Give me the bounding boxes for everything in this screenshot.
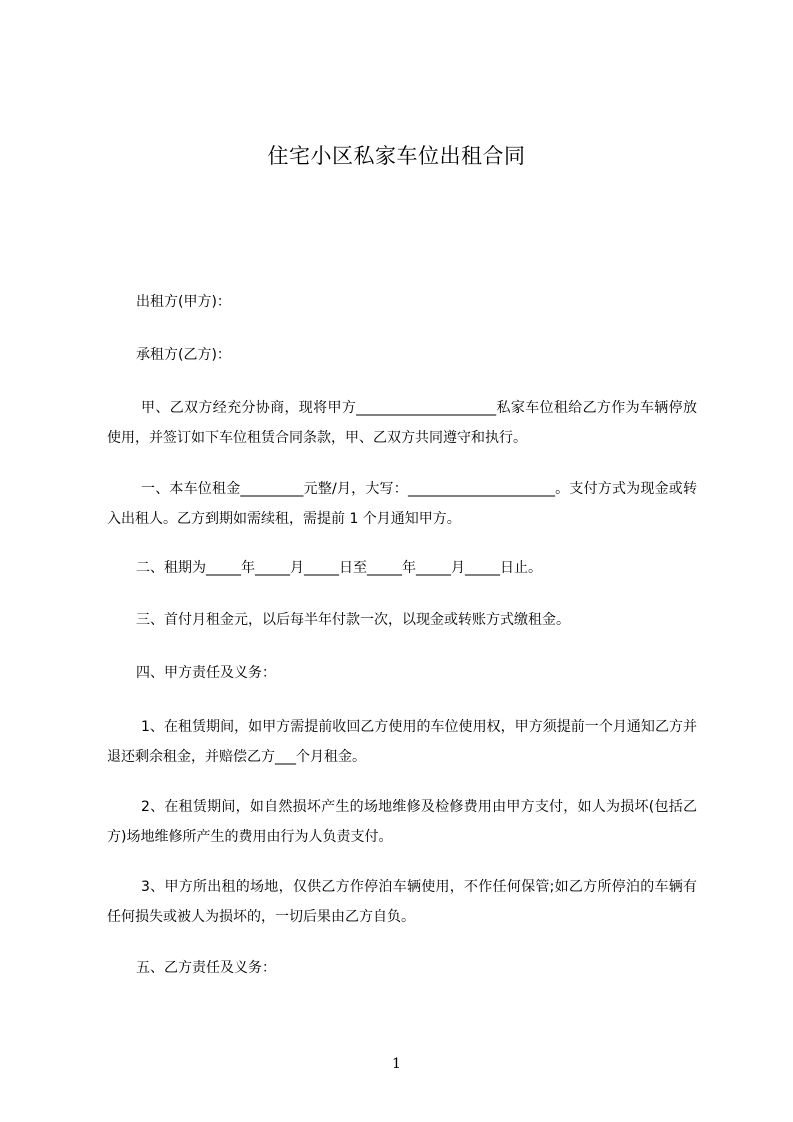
clause-one-rent: 一、本车位租金_________元整/月，大写：_____________________。支付方式为现金或转入出租人。乙方到期如需续租，需提前 1 个月通知甲方。 [107, 481, 697, 527]
clause-five-heading: 五、乙方责任及义务： [136, 960, 276, 976]
clause-four-heading: 四、甲方责任及义务： [136, 665, 276, 681]
lessor-line: 出租方(甲方)： [136, 294, 231, 310]
clause-four-item-3: 3、甲方所出租的场地，仅供乙方作停泊车辆使用，不作任何保管;如乙方所停泊的车辆有任何损失或被人为损坏的，一切后果由乙方自负。 [107, 879, 697, 925]
document-title: 住宅小区私家车位出租合同 [267, 144, 526, 168]
clause-four-item-1: 1、在租赁期间，如甲方需提前收回乙方使用的车位使用权，甲方须提前一个月通知乙方并退还剩余租金，并赔偿乙方___个月租金。 [107, 719, 697, 765]
clause-three-payment: 三、首付月租金元，以后每半年付款一次，以现金或转账方式缴租金。 [136, 612, 570, 628]
clause-four-item-2: 2、在租赁期间，如自然损坏产生的场地维修及检修费用由甲方支付，如人为损坏(包括乙方)场地维修所产生的费用由行为人负责支付。 [107, 799, 697, 845]
intro-paragraph: 甲、乙双方经充分协商，现将甲方____________________私家车位租给乙方作为车辆停放使用，并签订如下车位租赁合同条款，甲、乙双方共同遵守和执行。 [107, 400, 697, 446]
lessee-line: 承租方(乙方)： [136, 347, 231, 363]
clause-two-term: 二、租期为_____年_____月_____日至_____年_____月_____日止。 [136, 560, 542, 576]
page-number: 1 [392, 1056, 401, 1072]
